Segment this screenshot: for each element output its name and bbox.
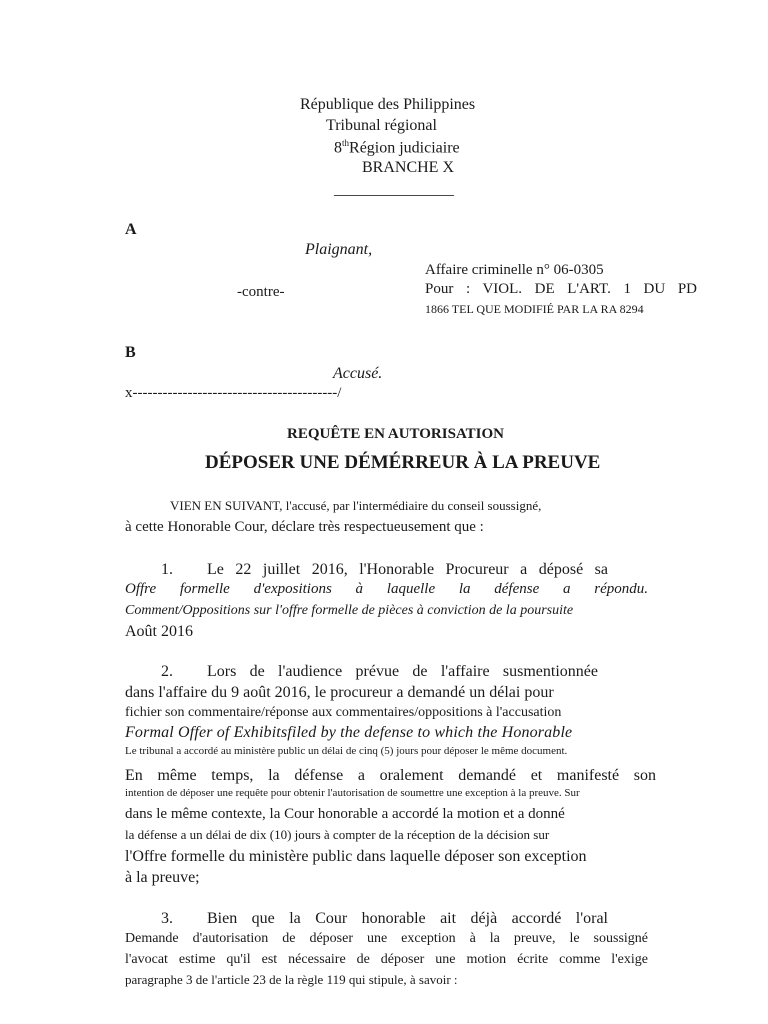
intro-line2: à cette Honorable Cour, déclare très respectueusement que : — [125, 519, 484, 535]
para2-line3: fichier son commentaire/réponse aux commentaires/oppositions à l'accusation — [125, 705, 562, 720]
para2-number: 2. — [161, 663, 173, 680]
header-rule: _______________ — [334, 181, 454, 198]
court-region: 8thRégion judiciaire — [334, 138, 460, 157]
court-republic: République des Philippines — [300, 96, 476, 113]
para3-line1: 3. Bien que la Cour honorable ait déjà accordé l'oral — [161, 910, 608, 927]
para3-line2: Demande d'autorisation de déposer une exception à la preuve, le soussigné — [125, 931, 648, 946]
accused-role: Accusé. — [333, 365, 383, 382]
para2-line10: l'Offre formelle du ministère public dans laquelle déposer son exception — [125, 848, 587, 865]
case-number: Affaire criminelle n° 06-0305 — [425, 262, 604, 278]
para2-line7: intention de déposer une requête pour obtenir l'autorisation de soumettre une exception à la preuve. Sur — [125, 787, 580, 799]
para2-line11: à la preuve; — [125, 869, 200, 886]
court-name: Tribunal régional — [326, 117, 437, 134]
court-branch: BRANCHE X — [362, 159, 455, 176]
caption-x-line: x-----------------------------------------/ — [125, 385, 342, 401]
para1-line1: 1. Le 22 juillet 2016, l'Honorable Procureur a déposé sa — [161, 561, 608, 578]
para1-line2: Offre formelle d'expositions à laquelle la défense a répondu. — [125, 581, 648, 597]
title-line1: REQUÊTE EN AUTORISATION — [287, 426, 505, 442]
para2-line1: 2. Lors de l'audience prévue de l'affaire susmentionnée — [161, 663, 598, 680]
para1-line3: Comment/Oppositions sur l'offre formelle de pièces à conviction de la poursuite — [125, 603, 574, 618]
para2-line5: Le tribunal a accordé au ministère public un délai de cinq (5) jours pour déposer le même document. — [125, 745, 568, 757]
para2-line2: dans l'affaire du 9 août 2016, le procureur a demandé un délai pour — [125, 684, 554, 701]
para1-number: 1. — [161, 561, 173, 578]
para1-line4: Août 2016 — [125, 623, 193, 640]
para3-number: 3. — [161, 910, 173, 927]
para2-line6: En même temps, la défense a oralement demandé et manifesté son — [125, 767, 656, 784]
para2-line8: dans le même contexte, la Cour honorable a accordé la motion et a donné — [125, 806, 565, 822]
intro-line1: VIEN EN SUIVANT, l'accusé, par l'intermédiaire du conseil soussigné, — [170, 498, 542, 513]
plaintiff-role: Plaignant, — [305, 241, 373, 258]
para2-line9: la défense a un délai de dix (10) jours à compter de la réception de la décision sur — [125, 827, 550, 842]
para3-line4: paragraphe 3 de l'article 23 de la règle 119 qui stipule, à savoir : — [125, 972, 458, 987]
para2-line4: Formal Offer of Exhibitsfiled by the defense to which the Honorable — [125, 724, 573, 741]
contre-label: -contre- — [237, 284, 285, 300]
case-offense-cont: 1866 TEL QUE MODIFIÉ PAR LA RA 8294 — [425, 302, 644, 316]
case-offense: Pour : VIOL. DE L'ART. 1 DU PD — [425, 281, 697, 297]
plaintiff-name: A — [125, 221, 137, 238]
para3-line3: l'avocat estime qu'il est nécessaire de déposer une motion écrite comme l'exige — [125, 952, 648, 967]
accused-name: B — [125, 344, 136, 361]
title-line2: DÉPOSER UNE DÉMÉRREUR À LA PREUVE — [205, 452, 601, 473]
